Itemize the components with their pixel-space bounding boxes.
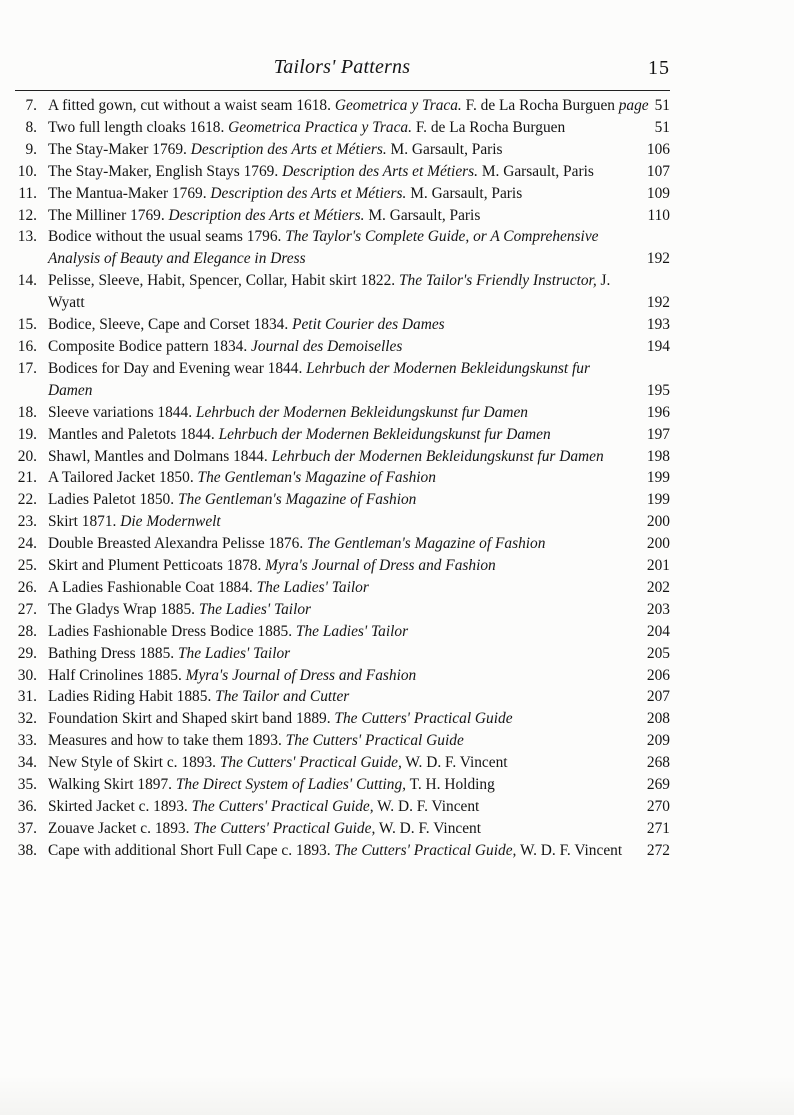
entry-page-number: 202 — [646, 578, 670, 596]
list-item — [0, 205, 670, 227]
entry-page — [647, 292, 670, 314]
entry-description — [48, 489, 670, 511]
entry-source: Lehrbuch der Modernen Bekleidungskunst fur Damen — [48, 359, 590, 399]
entry-title: A Tailored Jacket 1850. — [48, 469, 198, 487]
entry-description — [48, 467, 670, 489]
entry-description — [48, 555, 670, 577]
entry-description — [48, 358, 670, 402]
list-item — [0, 643, 670, 665]
entry-page-number: 200 — [646, 535, 670, 553]
entry-description — [48, 161, 670, 183]
entry-source: Lehrbuch der Modernen Bekleidungskunst fur Damen — [195, 403, 529, 421]
list-item — [0, 665, 670, 687]
entry-title: Bodices for Day and Evening wear 1844. — [48, 359, 307, 377]
entry-page — [647, 446, 670, 468]
entry-page-number: 200 — [646, 513, 670, 531]
page-prefix: page — [618, 97, 649, 114]
entry-number: 18. — [17, 403, 37, 421]
entry-description — [48, 533, 670, 555]
entry-source: Journal des Demoiselles — [251, 337, 403, 355]
entry-description — [48, 402, 670, 424]
entry-page-number: 204 — [646, 622, 670, 640]
entry-number: 33. — [17, 732, 37, 750]
list-item — [0, 599, 670, 621]
entry-page — [655, 117, 670, 139]
list-item — [0, 818, 670, 840]
entry-title: Double Breasted Alexandra Pelisse 1876. — [48, 535, 308, 553]
entry-source: The Tailor's Friendly Instructor, — [398, 272, 597, 290]
entry-description — [48, 796, 670, 818]
list-item — [0, 467, 670, 489]
entry-number: 24. — [17, 535, 37, 553]
entry-source: The Cutters' Practical Guide, — [219, 754, 402, 772]
entry-page-number: 206 — [646, 666, 670, 684]
entry-page — [647, 248, 670, 270]
entry-page-number: 199 — [646, 469, 670, 487]
list-item — [0, 730, 670, 752]
entry-description — [48, 686, 670, 708]
entry-page — [647, 774, 670, 796]
entry-page-number: 193 — [646, 316, 670, 334]
entry-number: 9. — [25, 140, 37, 158]
entry-title: Shawl, Mantles and Dolmans 1844. — [48, 447, 272, 465]
list-item — [0, 511, 670, 533]
entry-title: Two full length cloaks 1618. — [48, 118, 229, 136]
entry-page — [647, 205, 670, 227]
running-title: Tailors' Patterns — [273, 56, 411, 78]
entry-page-number: 209 — [646, 732, 670, 750]
entry-description — [48, 752, 670, 774]
entry-source: The Gentleman's Magazine of Fashion — [197, 469, 436, 487]
list-item — [0, 489, 670, 511]
entry-number: 25. — [17, 557, 37, 575]
entry-page-number: 199 — [646, 491, 670, 509]
entry-page-number: 268 — [646, 754, 670, 772]
entry-page-number: 110 — [647, 206, 670, 224]
entry-number: 13. — [17, 228, 37, 246]
page-number: 15 — [648, 57, 670, 79]
entry-number: 23. — [17, 513, 37, 531]
entry-page — [647, 511, 670, 533]
entry-description — [48, 336, 670, 358]
entry-page-number: 51 — [654, 97, 670, 114]
entry-page — [647, 840, 670, 862]
entry-page — [647, 577, 670, 599]
entry-number: 12. — [17, 206, 37, 224]
list-item — [0, 270, 670, 314]
entry-title: Zouave Jacket c. 1893. — [48, 819, 194, 837]
entry-page-number: 271 — [646, 819, 670, 837]
entry-page — [647, 621, 670, 643]
list-item — [0, 840, 670, 862]
entry-description — [48, 730, 670, 752]
entry-title: Half Crinolines 1885. — [48, 666, 186, 684]
pattern-list — [0, 95, 794, 862]
entry-description — [48, 205, 670, 227]
list-item — [0, 424, 670, 446]
entry-source: The Cutters' Practical Guide, — [191, 798, 374, 815]
list-item — [0, 686, 670, 708]
entry-title: Bodice, Sleeve, Cape and Corset 1834. — [48, 316, 293, 334]
entry-page-number: 192 — [646, 250, 670, 268]
entry-title: Bodice without the usual seams 1796. — [48, 228, 286, 246]
entry-title: Ladies Paletot 1850. — [48, 491, 178, 509]
entry-page — [647, 643, 670, 665]
entry-page — [647, 730, 670, 752]
entry-page-number: 106 — [646, 140, 670, 158]
entry-author: W. D. F. Vincent — [401, 754, 508, 772]
entry-description — [48, 270, 670, 314]
entry-number: 11. — [18, 184, 37, 202]
entry-page-number: 270 — [646, 798, 670, 815]
entry-title: Pelisse, Sleeve, Habit, Spencer, Collar, Habit skirt 1822. — [48, 272, 399, 290]
entry-title: Measures and how to take them 1893. — [48, 732, 286, 750]
entry-page — [647, 555, 670, 577]
entry-number: 30. — [17, 666, 37, 684]
entry-title: The Gladys Wrap 1885. — [48, 600, 199, 618]
list-item — [0, 117, 670, 139]
entry-title: Mantles and Paletots 1844. — [48, 425, 219, 443]
entry-number: 31. — [17, 688, 37, 706]
entry-source: The Gentleman's Magazine of Fashion — [177, 491, 417, 509]
entry-page — [647, 467, 670, 489]
entry-author: F. de La Rocha Burguen — [461, 97, 615, 114]
entry-title: The Mantua-Maker 1769. — [48, 184, 211, 202]
entry-source: The Cutters' Practical Guide — [334, 710, 513, 728]
entry-author: M. Garsault, Paris — [406, 184, 523, 202]
entry-number: 15. — [17, 316, 37, 334]
entry-description — [48, 643, 670, 665]
entry-source: Description des Arts et Métiers. — [168, 206, 365, 224]
entry-author: W. D. F. Vincent — [375, 819, 482, 837]
list-item — [0, 95, 670, 117]
entry-source: The Ladies' Tailor — [295, 622, 409, 640]
list-item — [0, 358, 670, 402]
entry-description — [48, 314, 670, 336]
list-item — [0, 183, 670, 205]
entry-page — [647, 402, 670, 424]
entry-number: 32. — [17, 710, 37, 728]
entry-description — [48, 183, 670, 205]
entry-description — [48, 621, 670, 643]
entry-page — [647, 489, 670, 511]
list-item — [0, 139, 670, 161]
entry-number: 17. — [17, 359, 37, 377]
entry-page-number: 208 — [646, 710, 670, 728]
entry-page — [647, 752, 670, 774]
entry-page — [647, 599, 670, 621]
entry-page — [619, 95, 670, 117]
entry-source: The Tailor and Cutter — [215, 688, 350, 706]
entry-number: 27. — [17, 600, 37, 618]
list-item — [0, 402, 670, 424]
entry-page-number: 207 — [646, 688, 670, 706]
entry-author: T. H. Holding — [406, 776, 495, 794]
entry-title: The Stay-Maker, English Stays 1769. — [48, 162, 283, 180]
entry-number: 37. — [17, 819, 37, 837]
entry-author: F. de La Rocha Burguen — [411, 118, 566, 136]
entry-page — [647, 686, 670, 708]
entry-number: 14. — [17, 272, 37, 290]
list-item — [0, 555, 670, 577]
entry-number: 8. — [25, 118, 37, 136]
entry-title: A Ladies Fashionable Coat 1884. — [48, 578, 257, 596]
entry-page — [647, 161, 670, 183]
entry-page-number: 205 — [646, 644, 670, 662]
entry-number: 26. — [17, 578, 37, 596]
entry-description — [48, 226, 670, 270]
list-item — [0, 774, 670, 796]
entry-source: The Taylor's Complete Guide, or A Comprehensive Analysis of Beauty and Elegance in Dress — [48, 228, 599, 268]
entry-page-number: 197 — [646, 425, 670, 443]
entry-source: Description des Arts et Métiers. — [282, 162, 478, 180]
entry-author: W. D. F. Vincent — [516, 841, 623, 859]
entry-description — [48, 446, 670, 468]
entry-number: 7. — [25, 97, 37, 114]
entry-page-number: 109 — [646, 184, 670, 202]
entry-description — [48, 139, 670, 161]
entry-number: 21. — [17, 469, 37, 487]
entry-source: Lehrbuch der Modernen Bekleidungskunst fur Damen — [218, 425, 551, 443]
entry-page-number: 195 — [646, 381, 670, 399]
entry-title: New Style of Skirt c. 1893. — [48, 754, 220, 772]
entry-description — [48, 665, 670, 687]
entry-title: A fitted gown, cut without a waist seam 1618. — [48, 97, 335, 114]
entry-description — [48, 818, 670, 840]
entry-page-number: 51 — [654, 118, 670, 136]
list-item — [0, 336, 670, 358]
entry-source: Lehrbuch der Modernen Bekleidungskunst fur Damen — [271, 447, 604, 465]
entry-source: The Ladies' Tailor — [198, 600, 312, 618]
entry-title: Foundation Skirt and Shaped skirt band 1889. — [48, 710, 335, 728]
entry-source: The Ladies' Tailor — [256, 578, 369, 596]
entry-title: Skirt and Plument Petticoats 1878. — [48, 557, 266, 575]
list-item — [0, 533, 670, 555]
entry-page — [647, 314, 670, 336]
list-item — [0, 621, 670, 643]
entry-source: Die Modernwelt — [120, 513, 221, 531]
page-bottom-shade — [0, 1075, 794, 1115]
entry-page — [647, 424, 670, 446]
list-item — [0, 446, 670, 468]
entry-author: M. Garsault, Paris — [478, 162, 594, 180]
entry-page-number: 194 — [646, 337, 670, 355]
entry-page — [647, 380, 670, 402]
entry-author: J. Wyatt — [48, 272, 611, 312]
entry-description — [48, 424, 670, 446]
entry-number: 35. — [17, 776, 37, 794]
entry-number: 36. — [17, 798, 37, 815]
entry-page-number: 203 — [646, 600, 670, 618]
entry-title: The Milliner 1769. — [48, 206, 169, 224]
list-item — [0, 314, 670, 336]
entry-source: Geometrica Practica y Traca. — [228, 118, 412, 136]
entry-page — [647, 533, 670, 555]
entry-description — [48, 117, 670, 139]
entry-title: Ladies Riding Habit 1885. — [48, 688, 216, 706]
entry-number: 28. — [17, 622, 37, 640]
header-rule — [15, 90, 670, 91]
entry-title: Skirted Jacket c. 1893. — [48, 798, 192, 815]
list-item — [0, 577, 670, 599]
entry-source: Description des Arts et Métiers. — [190, 140, 387, 158]
entry-author: M. Garsault, Paris — [364, 206, 481, 224]
entry-number: 34. — [17, 754, 37, 772]
entry-number: 20. — [17, 447, 37, 465]
entry-number: 29. — [17, 644, 37, 662]
entry-page-number: 201 — [646, 557, 670, 575]
entry-page — [647, 139, 670, 161]
entry-title: Sleeve variations 1844. — [48, 403, 196, 421]
entry-page — [647, 796, 670, 818]
entry-title: Bathing Dress 1885. — [48, 644, 178, 662]
entry-source: The Direct System of Ladies' Cutting, — [175, 776, 407, 794]
entry-title: Walking Skirt 1897. — [48, 776, 176, 794]
page-header — [0, 52, 794, 82]
list-item — [0, 226, 670, 270]
list-item — [0, 796, 670, 818]
entry-source: The Cutters' Practical Guide — [285, 732, 464, 750]
entry-page — [647, 708, 670, 730]
entry-description — [48, 511, 670, 533]
entry-description — [48, 599, 670, 621]
entry-title: Skirt 1871. — [48, 513, 121, 531]
entry-page-number: 192 — [646, 294, 670, 312]
entry-number: 16. — [17, 337, 37, 355]
entry-source: Petit Courier des Dames — [292, 316, 445, 334]
entry-title: The Stay-Maker 1769. — [48, 140, 191, 158]
entry-source: The Gentleman's Magazine of Fashion — [307, 535, 546, 553]
entry-page-number: 196 — [646, 403, 670, 421]
entry-number: 22. — [17, 491, 37, 509]
entry-page — [647, 336, 670, 358]
entry-number: 19. — [17, 425, 37, 443]
list-item — [0, 161, 670, 183]
entry-page-number: 198 — [646, 447, 670, 465]
entry-description — [48, 708, 670, 730]
entry-description — [48, 95, 670, 117]
entry-source: Myra's Journal of Dress and Fashion — [265, 557, 496, 575]
entry-number: 38. — [17, 841, 37, 859]
entry-source: Description des Arts et Métiers. — [210, 184, 407, 202]
entry-page — [647, 183, 670, 205]
entry-page-number: 269 — [646, 776, 670, 794]
entry-description — [48, 840, 670, 862]
entry-page — [647, 665, 670, 687]
entry-author: W. D. F. Vincent — [373, 798, 480, 815]
entry-source: The Ladies' Tailor — [177, 644, 291, 662]
entry-page-number: 272 — [646, 841, 670, 859]
entry-source: The Cutters' Practical Guide, — [334, 841, 517, 859]
entry-description — [48, 577, 670, 599]
entry-title: Cape with additional Short Full Cape c. 1893. — [48, 841, 335, 859]
list-item — [0, 708, 670, 730]
entry-title: Composite Bodice pattern 1834. — [48, 337, 252, 355]
list-item — [0, 752, 670, 774]
entry-source: Geometrica y Traca. — [334, 97, 462, 114]
entry-author: M. Garsault, Paris — [386, 140, 503, 158]
entry-description — [48, 774, 670, 796]
entry-page-number: 107 — [646, 162, 670, 180]
entry-source: Myra's Journal of Dress and Fashion — [185, 666, 417, 684]
entry-number: 10. — [17, 162, 37, 180]
entry-page — [647, 818, 670, 840]
entry-title: Ladies Fashionable Dress Bodice 1885. — [48, 622, 296, 640]
entry-source: The Cutters' Practical Guide, — [193, 819, 376, 837]
